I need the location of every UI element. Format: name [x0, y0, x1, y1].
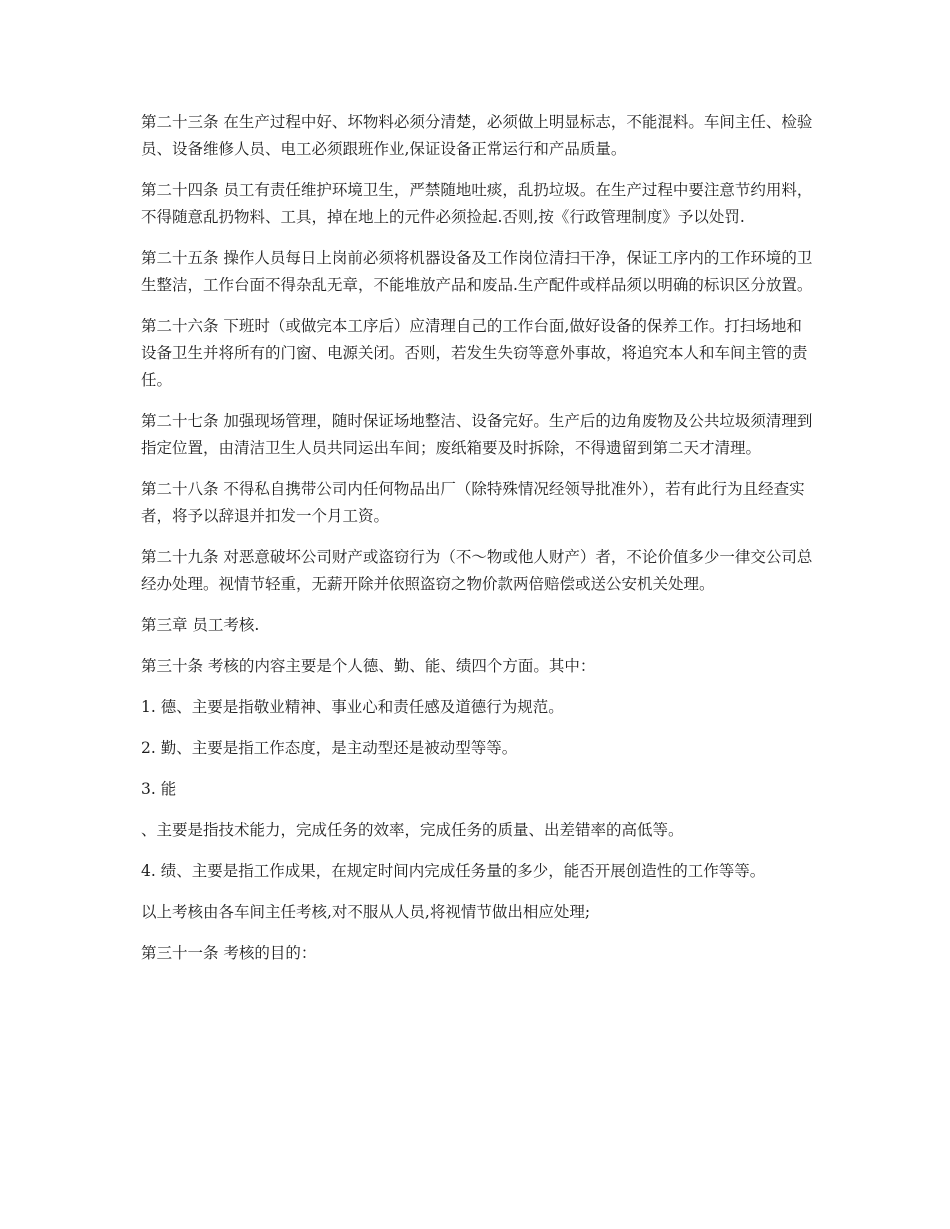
list-item-neng: 3. 能 [141, 780, 177, 798]
article-27-paragraph: 第二十七条 加强现场管理，随时保证场地整洁、设备完好。生产后的边角废物及公共垃圾须清理到指定位置，由清洁卫生人员共同运出车间；废纸箱要及时拆除，不得遗留到第二天才清理。 [141, 412, 813, 457]
document-page [141, 109, 813, 981]
list-item-qin: 2. 勤、主要是指工作态度，是主动型还是被动型等等。 [141, 739, 518, 757]
article-30-paragraph: 第三十条 考核的内容主要是个人德、勤、能、绩四个方面。其中： [141, 657, 596, 675]
article-24-paragraph: 第二十四条 员工有责任维护环境卫生，严禁随地吐痰，乱扔垃圾。在生产过程中要注意节约用料，不得随意乱扔物料、工具，掉在地上的元件必须捡起.否则,按《行政管理制度》予以处罚. [141, 181, 813, 226]
article-28-paragraph: 第二十八条 不得私自携带公司内任何物品出厂（除特殊情况经领导批准外），若有此行为且经查实者，将予以辞退并扣发一个月工资。 [141, 480, 805, 525]
article-25-paragraph: 第二十五条 操作人员每日上岗前必须将机器设备及工作岗位清扫干净，保证工序内的工作环境的卫生整洁，工作台面不得杂乱无章，不能堆放产品和废品.生产配件或样品须以明确的标识区分放置。 [141, 249, 813, 294]
article-29-paragraph: 第二十九条 对恶意破坏公司财产或盗窃行为（不～物或他人财产）者，不论价值多少一律交公司总经办处理。视情节轻重，无薪开除并依照盗窃之物价款两倍赔偿或送公安机关处理。 [141, 548, 813, 593]
chapter-3-heading: 第三章 员工考核. [141, 616, 260, 634]
article-26-paragraph: 第二十六条 下班时（或做完本工序后）应清理自己的工作台面,做好设备的保养工作。打扫场地和设备卫生并将所有的门窗、电源关闭。否则，若发生失窃等意外事故，将追究本人和车间主管的责任。 [141, 317, 808, 389]
list-item-de: 1. 德、主要是指敬业精神、事业心和责任感及道德行为规范。 [141, 698, 564, 716]
list-item-ji: 4. 绩、主要是指工作成果，在规定时间内完成任务量的多少，能否开展创造性的工作等等。 [141, 862, 766, 880]
assessment-note-paragraph: 以上考核由各车间主任考核,对不服从人员,将视情节做出相应处理; [141, 903, 591, 921]
article-23-paragraph: 第二十三条 在生产过程中好、坏物料必须分清楚，必须做上明显标志，不能混料。车间主任、检验员、设备维修人员、电工必须跟班作业,保证设备正常运行和产品质量。 [141, 113, 813, 158]
list-item-neng-description: 、主要是指技术能力，完成任务的效率，完成任务的质量、出差错率的高低等。 [141, 821, 684, 839]
article-31-paragraph: 第三十一条 考核的目的： [141, 944, 317, 962]
